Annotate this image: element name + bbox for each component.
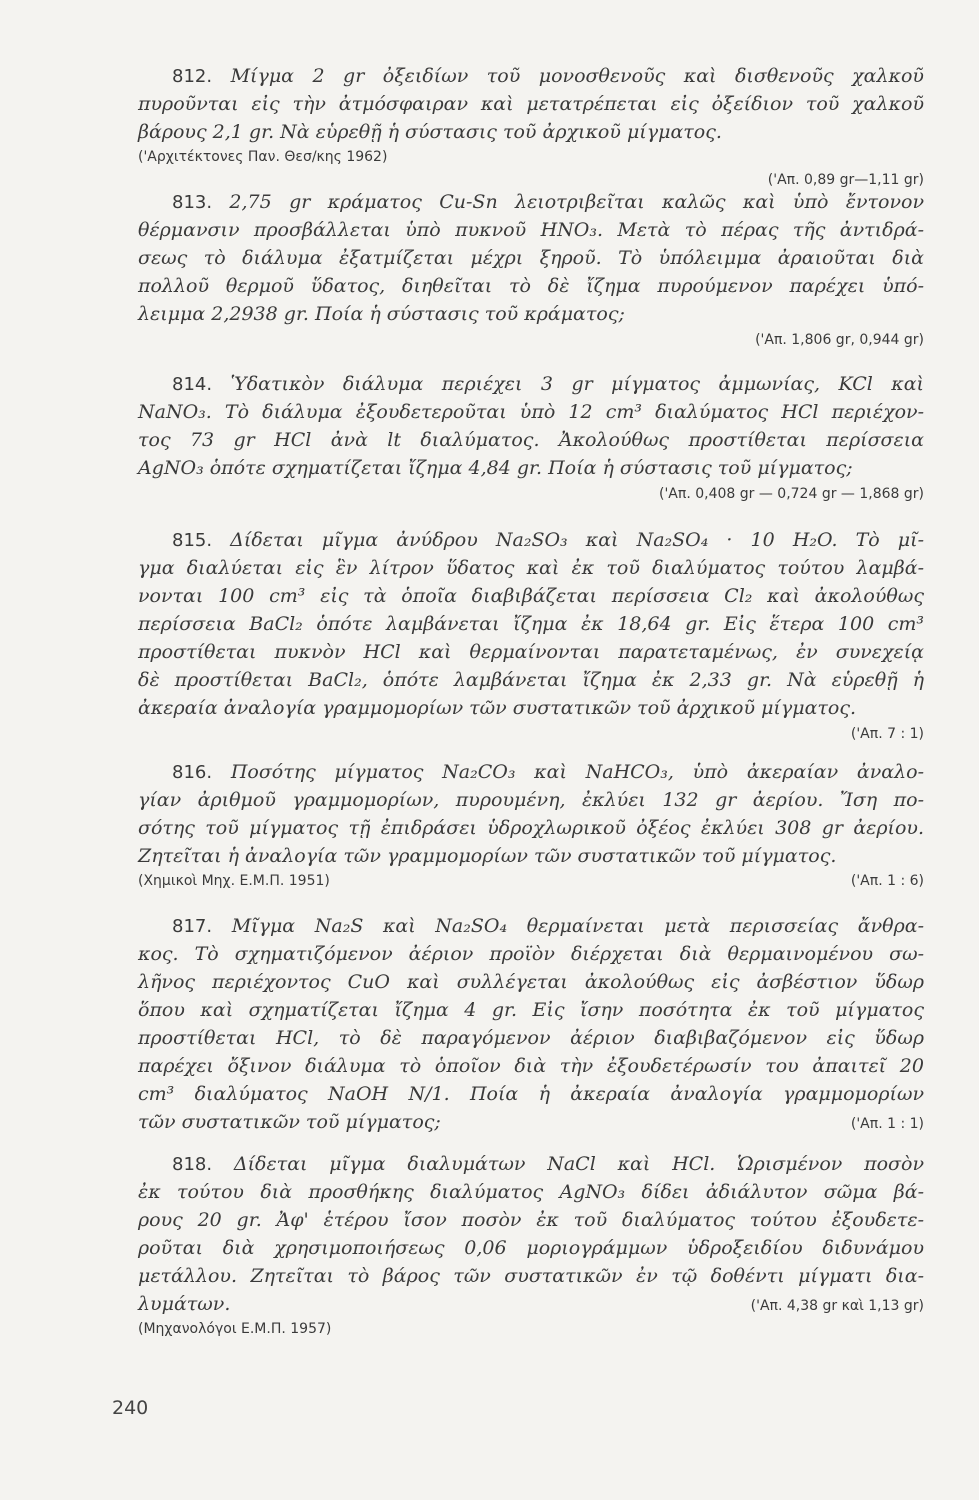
problem-answer: ('Απ. 0,408 gr — 0,724 gr — 1,868 gr) xyxy=(659,486,924,502)
problem-line-with-answer: λυμάτων. ('Απ. 4,38 gr καὶ 1,13 gr) xyxy=(138,1290,924,1318)
problem-line: γμα διαλύεται εἰς ἓν λίτρον ὕδατος καὶ ἐκ τοῦ διαλύματος τούτου λαμβά- xyxy=(138,557,924,579)
problem-line: ἐκ τούτου διὰ προσθήκης διαλύματος AgNO₃ δίδει ἀδιάλυτον σῶμα βά- xyxy=(138,1181,924,1203)
problem-line: τος 73 gr HCl ἀνὰ lt διαλύματος. Ἀκολούθως προστίθεται περίσσεια xyxy=(138,429,924,451)
problem-source-row xyxy=(138,870,924,892)
problem-818 xyxy=(138,1150,924,1340)
problem-line: 813. 2,75 gr κράματος Cu-Sn λειοτριβεῖται καλῶς καὶ ὑπὸ ἔντονον xyxy=(172,191,924,213)
problem-line: λῆνος περιέχοντος CuO καὶ συλλέγεται ἀκολούθως εἰς ἀσβέστιον ὕδωρ xyxy=(138,971,924,993)
problem-line: θέρμανσιν προσβάλλεται ὑπὸ πυκνοῦ HNO₃. Μετὰ τὸ πέρας τῆς ἀντιδρά- xyxy=(138,219,924,241)
problem-line: πολλοῦ θερμοῦ ὕδατος, διηθεῖται τὸ δὲ ἴζημα πυρούμενον παρέχει ὑπό- xyxy=(138,275,924,297)
problem-line: 815. Δίδεται μῖγμα ἀνύδρου Na₂SO₃ καὶ Na₂SO₄ · 10 H₂O. Τὸ μῖ- xyxy=(172,529,924,551)
problem-812 xyxy=(138,62,924,192)
page-number: 240 xyxy=(112,1397,149,1419)
problem-line: 814. Ὑδατικὸν διάλυμα περιέχει 3 gr μίγματος ἀμμωνίας, KCl καὶ xyxy=(172,373,924,395)
problem-817 xyxy=(138,912,924,1136)
problem-line: 816. Ποσότης μίγματος Na₂CO₃ καὶ NaHCO₃, ὑπὸ ἀκεραίαν ἀναλο- xyxy=(172,761,924,783)
problem-813 xyxy=(138,188,924,352)
problem-answer: ('Απ. 4,38 gr καὶ 1,13 gr) xyxy=(750,1298,924,1314)
problem-line: γίαν ἀριθμοῦ γραμμομορίων, πυρουμένη, ἐκλύει 132 gr ἀερίου. Ἴση πο- xyxy=(138,789,924,811)
problem-line: προστίθεται HCl, τὸ δὲ παραγόμενον ἀέριον διαβιβαζόμενον εἰς ὕδωρ xyxy=(138,1027,924,1049)
problem-line-with-answer: τῶν συστατικῶν τοῦ μίγματος; ('Απ. 1 : 1) xyxy=(138,1108,924,1136)
problem-line: 817. Μῖγμα Na₂S καὶ Na₂SO₄ θερμαίνεται μετὰ περισσείας ἄνθρα- xyxy=(172,915,924,937)
problem-line: προστίθεται πυκνὸν HCl καὶ θερμαίνονται παρατεταμένως, ἐν συνεχείᾳ xyxy=(138,641,924,663)
problem-answer: ('Απ. 1 : 1) xyxy=(850,1116,924,1132)
problem-line: παρέχει ὄξινον διάλυμα τὸ ὁποῖον διὰ τὴν ἐξουδετέρωσίν του ἀπαιτεῖ 20 xyxy=(138,1055,924,1077)
problem-line: κος. Τὸ σχηματιζόμενον ἀέριον προϊὸν διέρχεται διὰ θερμαινομένου σω- xyxy=(138,943,924,965)
problem-line: ροῦται διὰ χρησιμοποιήσεως 0,06 μοριογράμμων ὑδροξειδίου διδυνάμου xyxy=(138,1237,924,1259)
problem-line: Ζητεῖται ἡ ἀναλογία τῶν γραμμομορίων τῶν συστατικῶν τοῦ μίγματος. xyxy=(138,845,837,867)
problem-source: (Χημικοὶ Μηχ. Ε.Μ.Π. 1951) xyxy=(138,873,330,889)
problem-answer: ('Απ. 7 : 1) xyxy=(850,726,924,742)
problem-line: σότης τοῦ μίγματος τῇ ἐπιδράσει ὑδροχλωρικοῦ ὀξέος ἐκλύει 308 gr ἀερίου. xyxy=(138,817,924,839)
problem-answer: ('Απ. 1 : 6) xyxy=(850,873,924,889)
problem-line: μετάλλου. Ζητεῖται τὸ βάρος τῶν συστατικῶν ἐν τῷ δοθέντι μίγματι δια- xyxy=(138,1265,924,1287)
problem-answer: ('Απ. 0,89 gr—1,11 gr) xyxy=(767,172,924,188)
problem-line: δὲ προστίθεται BaCl₂, ὁπότε λαμβάνεται ἴζημα ἐκ 2,33 gr. Νὰ εὑρεθῇ ἡ xyxy=(138,669,924,691)
problem-line: cm³ διαλύματος NaOH N/1. Ποία ἡ ἀκεραία ἀναλογία γραμμομορίων xyxy=(138,1083,924,1105)
problem-source: (Μηχανολόγοι Ε.Μ.Π. 1957) xyxy=(138,1321,332,1337)
problem-line: βάρους 2,1 gr. Νὰ εὑρεθῇ ἡ σύστασις τοῦ ἀρχικοῦ μίγματος. xyxy=(138,121,722,143)
problem-line: λειμμα 2,2938 gr. Ποία ἡ σύστασις τοῦ κράματος; xyxy=(138,303,625,325)
problem-line: NaNO₃. Τὸ διάλυμα ἐξουδετεροῦται ὑπὸ 12 cm³ διαλύματος HCl περιέχον- xyxy=(138,401,924,423)
problem-line: 812. Μίγμα 2 gr ὀξειδίων τοῦ μονοσθενοῦς καὶ δισθενοῦς χαλκοῦ xyxy=(172,65,924,87)
problem-line: ρους 20 gr. Ἀφ' ἑτέρου ἴσον ποσὸν ἐκ τοῦ διαλύματος τούτου ἐξουδετε- xyxy=(138,1209,924,1231)
problem-816 xyxy=(138,758,924,892)
problem-source: ('Αρχιτέκτονες Παν. Θεσ/κης 1962) xyxy=(138,149,388,165)
problem-line: ὅπου καὶ σχηματίζεται ἴζημα 4 gr. Εἰς ἴσην ποσότητα ἐκ τοῦ μίγματος xyxy=(138,999,924,1021)
problem-line: περίσσεια BaCl₂ ὁπότε λαμβάνεται ἴζημα ἐκ 18,64 gr. Εἰς ἕτερα 100 cm³ xyxy=(138,613,924,635)
problem-line: AgNO₃ ὁπότε σχηματίζεται ἴζημα 4,84 gr. Ποία ἡ σύστασις τοῦ μίγματος; xyxy=(138,457,853,479)
problem-line: ἀκεραία ἀναλογία γραμμομορίων τῶν συστατικῶν τοῦ ἀρχικοῦ μίγματος. xyxy=(138,697,857,719)
problem-814 xyxy=(138,370,924,506)
problem-answer: ('Απ. 1,806 gr, 0,944 gr) xyxy=(755,332,924,348)
problem-line: 818. Δίδεται μῖγμα διαλυμάτων NaCl καὶ HCl. Ὡρισμένον ποσὸν xyxy=(172,1153,924,1175)
problem-line: σεως τὸ διάλυμα ἐξατμίζεται μέχρι ξηροῦ. Τὸ ὑπόλειμμα ἀραιοῦται διὰ xyxy=(138,247,924,269)
problem-line: νονται 100 cm³ εἰς τὰ ὁποῖα διαβιβάζεται περίσσεια Cl₂ καὶ ἀκολούθως xyxy=(138,585,924,607)
problem-line: πυροῦνται εἰς τὴν ἀτμόσφαιραν καὶ μετατρέπεται εἰς ὀξείδιον τοῦ χαλκοῦ xyxy=(138,93,924,115)
problem-815 xyxy=(138,526,924,746)
